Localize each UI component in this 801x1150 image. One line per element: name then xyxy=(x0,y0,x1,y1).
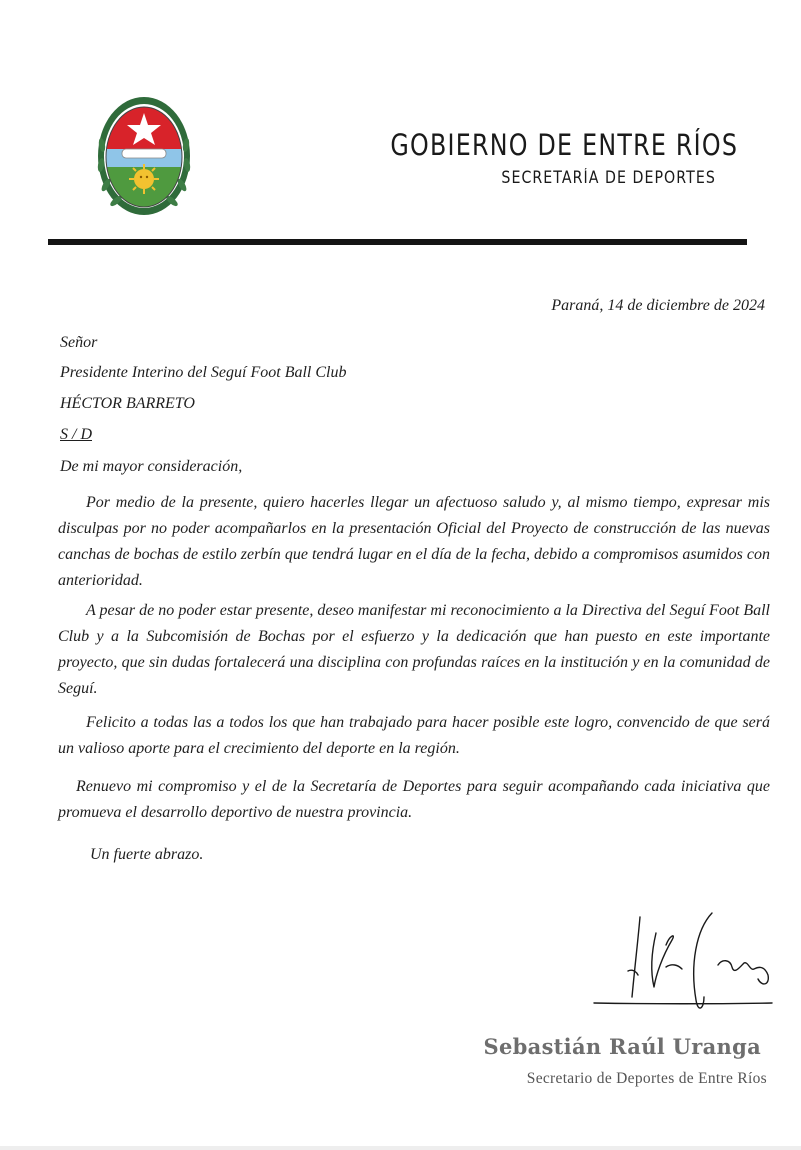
entre-rios-coat-of-arms-icon xyxy=(96,95,192,217)
government-title: GOBIERNO DE ENTRE RÍOS xyxy=(390,128,738,162)
letter-date: Paraná, 14 de diciembre de 2024 xyxy=(551,297,765,314)
signer-title: Secretario de Deportes de Entre Ríos xyxy=(526,1070,767,1087)
su-despacho: S / D xyxy=(60,426,92,443)
closing-line: Un fuerte abrazo. xyxy=(90,846,204,863)
body-paragraph: Por medio de la presente, quiero hacerles llegar un afectuoso saludo y, al mismo tiempo, expresar mis disculpas por no poder acompañarlos en la presentación Oficial del Proyecto de construcción de las nuevas canchas de bochas de estilo zerbín que tendrá lugar en el día de la fecha, debido a compromisos asumidos con anterioridad. xyxy=(58,494,770,589)
greeting: De mi mayor consideración, xyxy=(60,458,243,475)
body-paragraph: Felicito a todas las a todos los que han trabajado para hacer posible este logro, convencido de que será un valioso aporte para el crecimiento del deporte en la región. xyxy=(58,714,770,757)
body-paragraph: Renuevo mi compromiso y el de la Secretaría de Deportes para seguir acompañando cada iniciativa que promueva el desarrollo deportivo de nuestra provincia. xyxy=(58,778,770,821)
handwritten-signature-icon xyxy=(592,905,774,1020)
body-paragraph: A pesar de no poder estar presente, deseo manifestar mi reconocimiento a la Directiva del Seguí Foot Ball Club y a la Subcomisión de Bochas por el esfuerzo y la dedicación que han puesto en este importante proyecto, que sin dudas fortalecerá una disciplina con profundas raíces en la institución y en la comunidad de Seguí. xyxy=(58,602,770,697)
page-bottom-edge xyxy=(0,1146,801,1150)
recipient-name: HÉCTOR BARRETO xyxy=(60,395,195,412)
header-divider xyxy=(48,239,747,245)
recipient-position: Presidente Interino del Seguí Foot Ball Club xyxy=(60,364,347,381)
signer-name: Sebastián Raúl Uranga xyxy=(483,1034,761,1059)
secretariat-subtitle: SECRETARÍA DE DEPORTES xyxy=(501,168,716,187)
salutation-title: Señor xyxy=(60,334,98,351)
